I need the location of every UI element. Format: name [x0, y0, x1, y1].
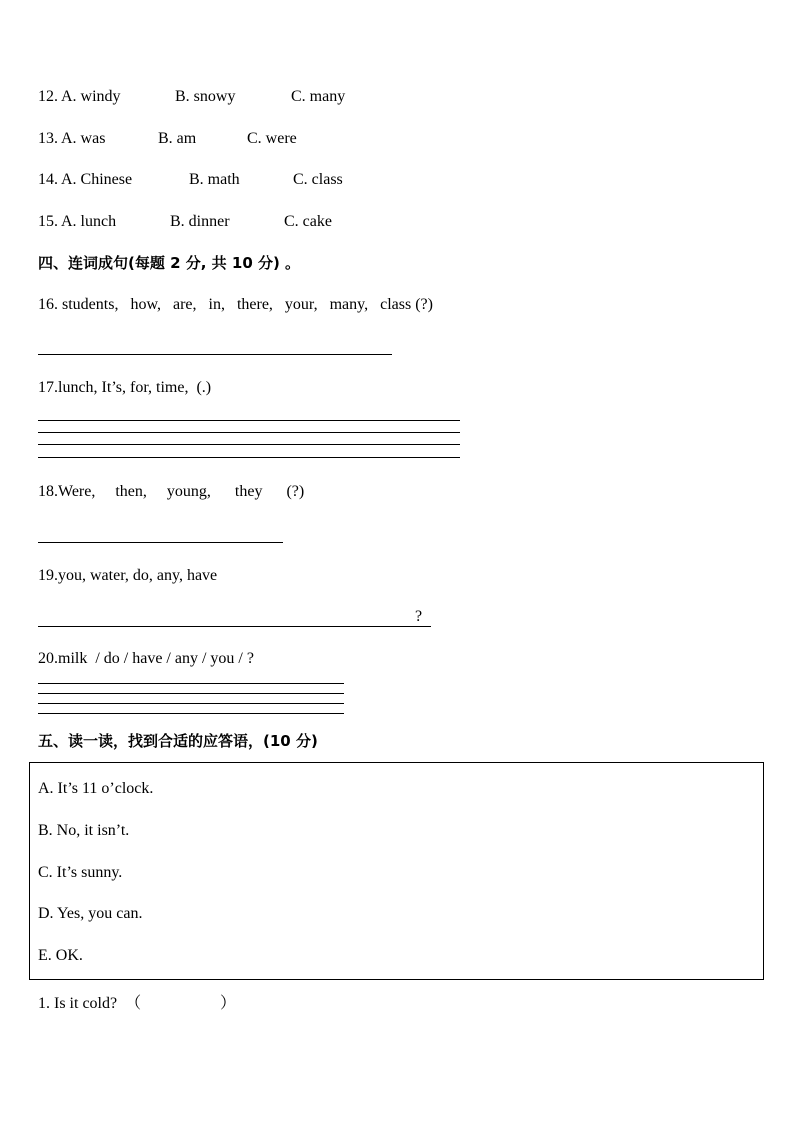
question-16: 16. students, how, are, in, there, your, many, class (?) [38, 296, 433, 313]
answer-line-17d[interactable] [38, 457, 460, 458]
answer-c: C. It’s sunny. [38, 864, 123, 881]
answer-blank-close: ） [220, 995, 237, 1012]
question-number: 14. [38, 171, 58, 188]
answer-line-20c[interactable] [38, 703, 344, 704]
section-4-heading: 四、连词成句(每题 2 分, 共 10 分) 。 [38, 254, 301, 272]
option-c: C. were [247, 130, 297, 147]
answer-line-20a[interactable] [38, 683, 344, 684]
answer-d: D. Yes, you can. [38, 905, 143, 922]
option-a: A. was [61, 130, 106, 147]
answer-line-19[interactable] [38, 626, 431, 627]
option-b: B. dinner [170, 213, 230, 230]
question-number: 12. [38, 88, 58, 105]
option-a: A. lunch [61, 213, 117, 230]
option-c: C. many [291, 88, 346, 105]
section-5-heading: 五、读一读，找到合适的应答语，(10 分) [38, 732, 318, 750]
question-18: 18.Were, then, young, they (?) [38, 483, 305, 500]
answer-line-16[interactable] [38, 354, 392, 355]
option-a: A. Chinese [61, 171, 133, 188]
question-20: 20.milk / do / have / any / you / ? [38, 650, 254, 667]
question-mark-19: ? [415, 608, 423, 625]
option-b: B. snowy [175, 88, 236, 105]
question-number: 15. [38, 213, 58, 230]
option-c: C. cake [284, 213, 332, 230]
question-19: 19.you, water, do, any, have [38, 567, 218, 584]
question-5-1: 1. Is it cold? （ [38, 995, 142, 1012]
option-c: C. class [293, 171, 343, 188]
answer-line-20b[interactable] [38, 693, 344, 694]
option-b: B. math [189, 171, 240, 188]
answer-line-20d[interactable] [38, 713, 344, 714]
answer-line-17a[interactable] [38, 420, 460, 421]
answer-line-18[interactable] [38, 542, 283, 543]
answer-b: B. No, it isn’t. [38, 822, 130, 839]
option-a: A. windy [61, 88, 121, 105]
question-number: 13. [38, 130, 58, 147]
answer-line-17c[interactable] [38, 444, 460, 445]
answer-a: A. It’s 11 o’clock. [38, 780, 154, 797]
answer-line-17b[interactable] [38, 432, 460, 433]
answer-e: E. OK. [38, 947, 83, 964]
option-b: B. am [158, 130, 197, 147]
question-17: 17.lunch, It’s, for, time, (.) [38, 379, 212, 396]
